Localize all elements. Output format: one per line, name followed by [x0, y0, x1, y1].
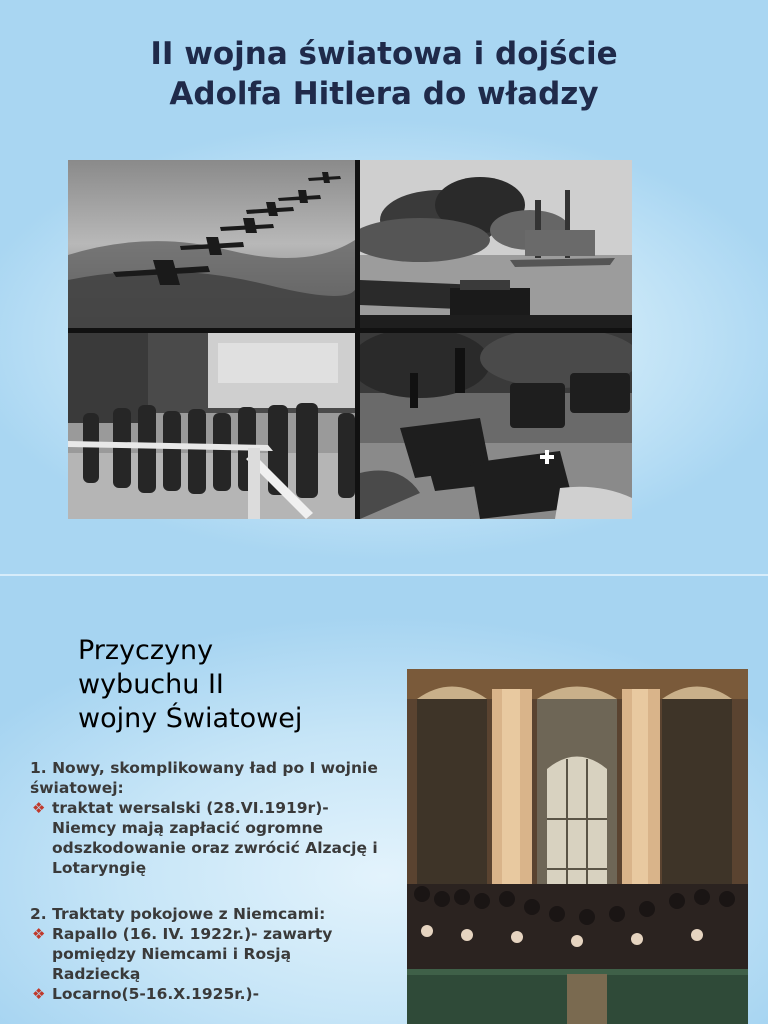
bullet-3-text: Locarno(5-16.X.1925r.)- — [52, 985, 260, 1003]
bullet-item-2 — [30, 924, 380, 984]
treaty-signing-painting — [407, 669, 748, 1024]
point-1: 1. Nowy, skomplikowany ład po I wojnie światowej: — [30, 759, 378, 797]
soldiers-barrier-photo — [68, 333, 355, 519]
slide-2-heading-line-2: wybuchu II — [78, 669, 224, 700]
slide-2-heading-line-3: wojny Światowej — [78, 703, 303, 734]
diamond-bullet-icon: ❖ — [32, 799, 46, 817]
bomber-planes-photo — [68, 160, 355, 328]
diamond-bullet-icon: ❖ — [32, 925, 46, 943]
slide-title-line-1: II wojna światowa i dojście — [150, 36, 618, 72]
slide-2-heading — [78, 634, 388, 736]
bullet-item-1 — [30, 798, 380, 878]
slide-title — [40, 34, 728, 114]
bullet-1-text: traktat wersalski (28.VI.1919r)- Niemcy mają zapłacić ogromne odszkodowanie oraz zwrócić Alzację i Lotaryngię — [52, 799, 378, 877]
tanks-photo — [360, 333, 632, 519]
bullet-2-text: Rapallo (16. IV. 1922r.)- zawarty pomiędzy Niemcami i Rosją Radziecką — [52, 925, 333, 983]
slide-title-line-2: Adolfa Hitlera do władzy — [169, 76, 599, 112]
bullet-item-3 — [30, 984, 380, 1004]
battleship-photo — [360, 160, 632, 328]
slide-2-body — [30, 758, 380, 1004]
slide-2-heading-line-1: Przyczyny — [78, 635, 214, 666]
photo-collage — [68, 160, 632, 519]
point-2: 2. Traktaty pokojowe z Niemcami: — [30, 905, 326, 923]
diamond-bullet-icon: ❖ — [32, 985, 46, 1003]
